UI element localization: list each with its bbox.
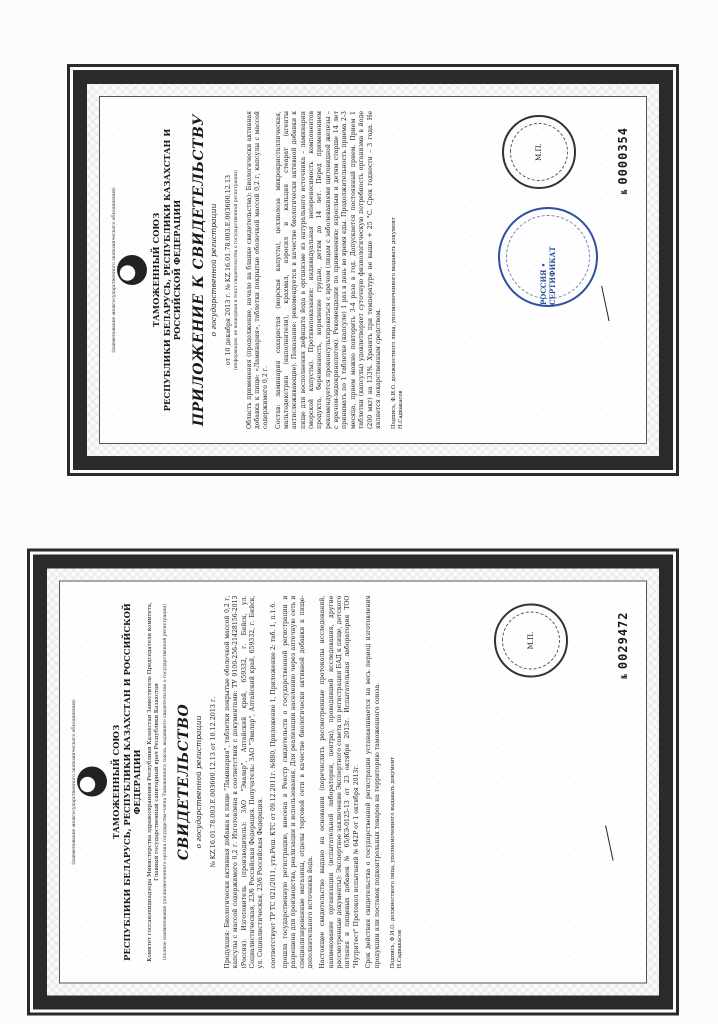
annex-blue-certificate-stamp-icon bbox=[498, 207, 598, 307]
cert-mp-seal-icon bbox=[494, 603, 568, 677]
cert-paragraph-basis: Настоящее свидетельство выдано на основании (перечислить рассмотренные протоколы исследований, наименование организации (испытательной лаборатории, центра), проводившей исследования, другие рассмотренные документы): Экспертное заключение Экспертного совета по регистрации БАД к пище, детского питания и пищевых добавок № 65/КЭ-0125-13 от 23 октября 2013г. Испытательная лаборатория ТОО "Нутритест" Протокол испытаний № 642Р от 1 октября 2013г. bbox=[319, 595, 360, 968]
customs-union-logo-icon bbox=[117, 255, 147, 285]
certificate-annex-frame bbox=[73, 70, 673, 470]
certificate-content bbox=[59, 580, 647, 983]
cert-paragraph-registration: прошла государственную регистрацию, внесена в Реестр свидетельств о государственной регистрации и разрешена для производства, реализации и использования. Для реализации населению через аптечную сеть и специализированные магазины, отделы торговой сети в качестве биологически активной добавки к пище-дополнительного источника йода. bbox=[281, 595, 315, 968]
cert-signer-name: Н.Садвакасов bbox=[397, 929, 404, 968]
annex-serial-value: 0000354 bbox=[616, 127, 630, 185]
cert-serial-value: 0029472 bbox=[616, 611, 630, 669]
cert-authority: Комитет госсанэпиднадзора Министерства здравоохранения Республики Казахстан Заместитель Председателя комитета, Главный государственный санитарный врач Республики Казахстан bbox=[146, 601, 160, 962]
annex-mp-seal-icon bbox=[502, 115, 576, 189]
annex-signer-name: Н.Садвакасов bbox=[398, 390, 405, 429]
cert-union-name: ТАМОЖЕННЫЙ СОЮЗ bbox=[111, 724, 121, 839]
customs-union-logo-icon bbox=[77, 767, 107, 797]
annex-handwritten-signature bbox=[587, 286, 609, 324]
annex-header-note: (наименование межгосударственного экономического объединения) bbox=[112, 187, 117, 353]
annex-serial-number bbox=[616, 127, 630, 194]
annex-title: ПРИЛОЖЕНИЕ К СВИДЕТЕЛЬСТВУ bbox=[190, 113, 207, 427]
annex-body bbox=[246, 111, 384, 429]
cert-subtitle: о государственной регистрации bbox=[193, 715, 203, 848]
annex-signer-label: Подпись, Ф.И.О. должностного лица, уполномоченного выдавать документ bbox=[391, 217, 398, 429]
certificate-annex-content bbox=[99, 96, 647, 444]
cert-handwritten-signature bbox=[591, 825, 613, 863]
annex-paragraph-application: Область применения (продолжение, начало на бланке свидетельства): Биологически активная добавка к пище: «Ламинария», таблетки покрытые оболочкой массой 0,2 г, капсулы с массой содержимого 0,2 г. bbox=[245, 111, 270, 429]
annex-paragraph-composition: Состав: ламинария сахаристая (морская капуста), целлюлоза микрокристаллическая, мальтодекстрин (наполнители), крахмал, аэросил и кальция стеарат (агенты антислеживающие). Показание: рекомендуется в качестве биологически активной добавки к пище для восполнения дефицита йода в организме из натурального источника – ламинарии (морской капусты). Противопоказания: индивидуальная непереносимость компонентов продукта, беременность, кормление грудью, детям до 14 лет. Перед применением рекомендуется проконсультироваться с врачом (лицам с заболеваниями щитовидной железы – с врачом-эндокринологом). Рекомендации по применению: взрослым и детям старше 14 лет принимать по 1 таблетке (капсуле) 1 раз в день во время еды. Продолжительность приема 2-3 месяца, прием можно повторить 3-4 раза в год. Допускается постоянный прием. Прием 1 таблетки (капсулы) удовлетворяет суточную физиологическую потребность организма в йоде (200 мкг) на 133%. Хранить при температуре не выше + 25 °С. Срок годности – 3 года. Не является лекарственным средством. bbox=[274, 111, 382, 429]
cert-header-note: (наименование межгосударственного экономического объединения) bbox=[72, 698, 77, 865]
annex-subtitle: о государственной регистрации bbox=[208, 203, 218, 337]
cert-title: СВИДЕТЕЛЬСТВО bbox=[175, 703, 192, 860]
certificate-sheet bbox=[33, 554, 673, 1009]
cert-serial-prefix: № bbox=[620, 672, 629, 679]
cert-republics: РЕСПУБЛИКИ БЕЛАРУСЬ, РЕСПУБЛИКИ КАЗАХСТАН И РОССИЙСКОЙ ФЕДЕРАЦИИ bbox=[121, 602, 142, 961]
annex-union-name: ТАМОЖЕННЫЙ СОЮЗ bbox=[151, 212, 161, 328]
annex-blue-stamp-label: РОССИЯ • СЕРТИФИКАТ bbox=[539, 246, 557, 305]
annex-date-line: от 10 декабря 2013 г. № KZ.16.01.78.003.E.003600.12.13 bbox=[223, 174, 232, 366]
cert-signature-block bbox=[390, 595, 404, 968]
certificate-frame bbox=[33, 554, 673, 1009]
certificate-annex-sheet bbox=[73, 70, 673, 470]
annex-signature-block bbox=[391, 111, 405, 429]
cert-authority-note: (полное наименование уполномоченного органа государства-члена Таможенного союза, выдавшего свидетельство о государственной регистрации) bbox=[162, 603, 168, 960]
annex-serial-prefix: № bbox=[620, 188, 629, 195]
cert-serial-number bbox=[616, 611, 630, 678]
cert-paragraph-validity: Срок действия свидетельства о государственной регистрации устанавливается на весь период изготовления продукции или поставок подконтрольных товаров на территорию таможенного союза. bbox=[365, 595, 381, 968]
cert-body bbox=[224, 595, 382, 968]
cert-number-line: № KZ.16.01.78.003.E.003600.12.13 от 10.12.2013 г. bbox=[208, 696, 217, 867]
annex-republics: РЕСПУБЛИКИ БЕЛАРУСЬ, РЕСПУБЛИКИ КАЗАХСТАН И РОССИЙСКОЙ ФЕДЕРАЦИИ bbox=[161, 128, 182, 412]
annex-date-note: (информация, не вошедшая в текст свидетельства о государственной регистрации) bbox=[233, 170, 239, 370]
annex-seal-label: М.П. bbox=[535, 143, 543, 161]
cert-seal-label: М.П. bbox=[527, 631, 535, 649]
cert-paragraph-product: Продукция: Биологически активная добавка к пище "Ламинария", таблетки покрытые оболочкой массой 0,2 г, капсулы с массой содержимого 0,2 г. Изготовлена в соответствии с документами: ТУ 9100-256-21428156-2013 (Россия). Изготовитель (производитель): ЗАО "Эвалар", Алтайский край, 659332, г. Бийск, ул. Социалистическая, 23/6 Российская Федерация. Получатель: ЗАО "Эвалар", Алтайский край, 659332, г. Бийск, ул. Социалистическая, 23/6 Российская Федерация. bbox=[223, 595, 265, 968]
cert-paragraph-compliance: соответствует ТР ТС 021/2011, утв.Реш. КТС от 09.12.2011г. №880, Приложение 1, Приложение 2: таб. 1, п.1.6. bbox=[269, 601, 277, 968]
cert-signer-label: Подпись, Ф.И.О. должностного лица, уполномоченного выдавать документ bbox=[389, 756, 396, 968]
